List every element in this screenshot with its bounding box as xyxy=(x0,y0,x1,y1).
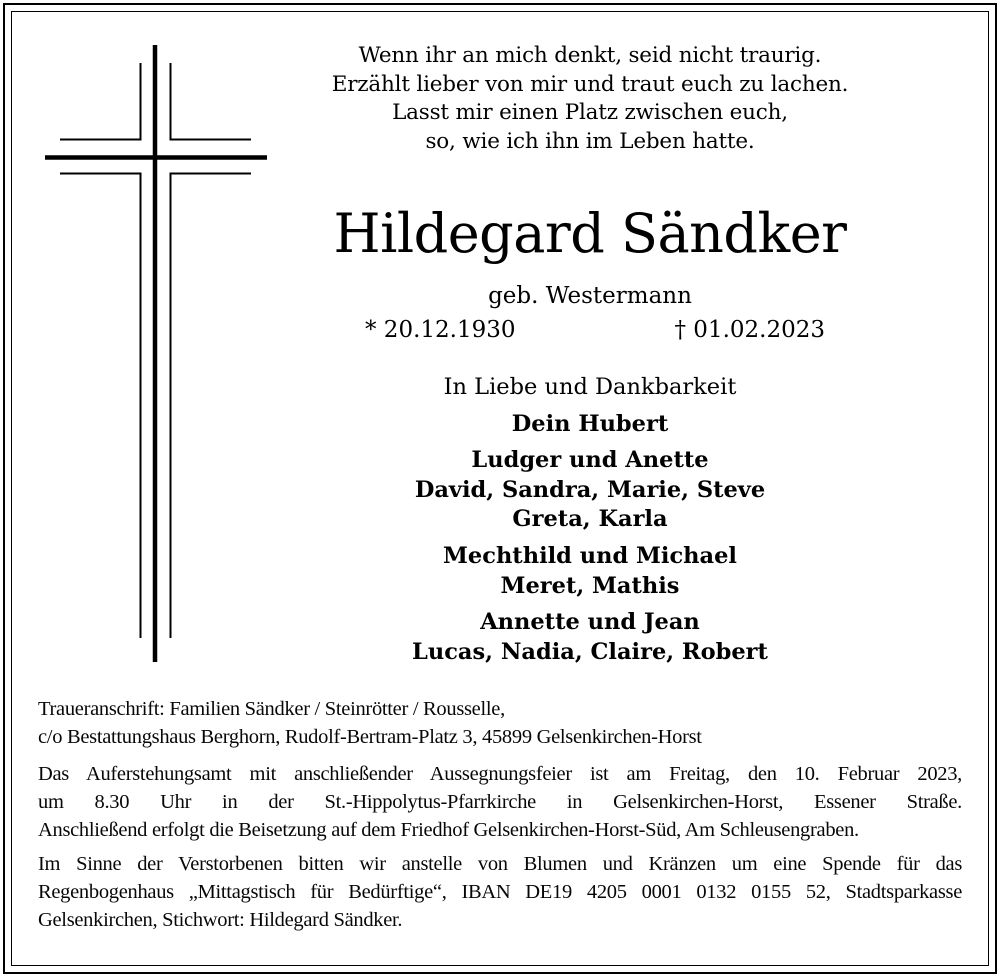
family-member-line: Meret, Mathis xyxy=(500,572,680,599)
donation-request xyxy=(38,850,962,934)
tribute-line: In Liebe und Dankbarkeit xyxy=(443,374,737,400)
donation-line: Regenbogenhaus „Mittagstisch für Bedürftige“, IBAN DE19 4205 0001 0132 0155 52, Stadtsparkasse xyxy=(38,881,962,903)
poem-line: Wenn ihr an mich denkt, seid nicht traurig. xyxy=(358,43,822,68)
family-member-line: Lucas, Nadia, Claire, Robert xyxy=(412,638,768,665)
family-group xyxy=(190,608,990,667)
poem-line: so, wie ich ihn im Leben hatte. xyxy=(425,128,755,154)
family-member-line: Mechthild und Michael xyxy=(443,543,737,569)
family-member-line: Annette und Jean xyxy=(480,609,700,635)
funeral-service-info xyxy=(38,760,962,844)
service-line: um 8.30 Uhr in der St.-Hippolytus-Pfarrkirche in Gelsenkirchen-Horst, Essener Straße. xyxy=(38,791,962,813)
family-member-line: David, Sandra, Marie, Steve xyxy=(414,476,766,503)
donation-line: Gelsenkirchen, Stichwort: Hildegard Sändker. xyxy=(38,909,403,931)
family-group xyxy=(190,542,990,601)
family-group xyxy=(190,446,990,535)
address-line: c/o Bestattungshaus Berghorn, Rudolf-Bertram-Platz 3, 45899 Gelsenkirchen-Horst xyxy=(38,726,702,748)
family-member-line: Dein Hubert xyxy=(511,411,669,437)
maiden-name: geb. Westermann xyxy=(488,283,692,309)
birth-date: * 20.12.1930 xyxy=(365,317,516,343)
deceased-name: Hildegard Sändker xyxy=(333,202,847,265)
poem-line: Lasst mir einen Platz zwischen euch, xyxy=(392,100,788,125)
family-group xyxy=(190,410,990,440)
poem-line: Erzählt lieber von mir und traut euch zu lachen. xyxy=(331,71,849,97)
family-member-line: Ludger und Anette xyxy=(471,447,709,473)
service-line: Anschließend erfolgt die Beisetzung auf dem Friedhof Gelsenkirchen-Horst-Süd, Am Schleusengraben. xyxy=(38,819,859,841)
donation-line: Im Sinne der Verstorbenen bitten wir anstelle von Blumen und Kränzen um eine Spende für das xyxy=(38,853,962,875)
life-dates xyxy=(365,317,825,344)
family-member-line: Greta, Karla xyxy=(512,506,668,532)
death-date: † 01.02.2023 xyxy=(674,317,825,343)
mourning-address xyxy=(38,695,962,751)
address-line: Traueranschrift: Familien Sändker / Steinrötter / Rousselle, xyxy=(38,698,505,720)
service-line: Das Auferstehungsamt mit anschließender Aussegnungsfeier ist am Freitag, den 10. Februar 2023, xyxy=(38,763,962,785)
memorial-poem xyxy=(190,42,990,156)
